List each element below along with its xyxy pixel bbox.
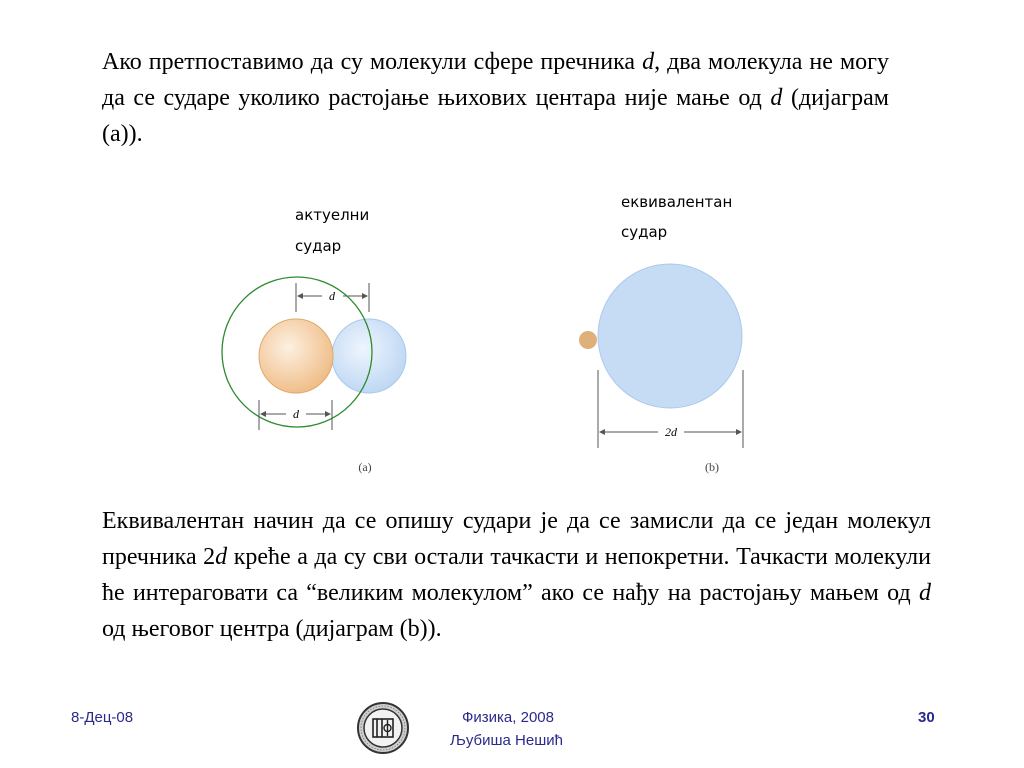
point-molecule [579,331,597,349]
arrow-head [362,293,368,299]
arrow-head [599,429,605,435]
arrow-head [297,293,303,299]
label-actual-line2: судар [295,237,342,255]
symbol-d: d [919,580,931,606]
dim-label-d-bottom: d [293,407,299,421]
label-equivalent-line1: еквивалентан [621,193,733,211]
caption-b: (b) [705,460,719,474]
symbol-d: d [642,49,655,75]
arrow-head [736,429,742,435]
explanation-paragraph: Еквивалентан начин да се опишу судари је да се замисли да се један молекул пречника 2d креће а да су сви остали тачкасти и непокретни. Тачкасти молекули ће интераговати са “великим молекулом” ако се нађу на растојању мањем од d од његовог центра (дијаграм (b)). [102,508,931,642]
collision-diagram [200,180,770,485]
caption-a: (a) [358,460,372,474]
symbol-d: d [215,544,228,570]
footer-course: Физика, 2008 [462,709,554,726]
arrow-head [325,411,331,417]
dim-label-2d: 2d [665,425,677,439]
symbol-d: d [770,85,783,111]
page-number: 30 [918,709,935,726]
dim-label-d-top: d [329,289,335,303]
orange-molecule [259,319,333,393]
footer-author: Љубиша Нешић [450,732,563,749]
label-actual-line1: актуелни [295,206,370,224]
footer-date: 8-Дец-08 [71,709,134,726]
intro-paragraph: Ако претпоставимо да су молекули сфере пречника d, два молекула не могу да се сударе уколико растојање њихових центара није мање од d (дијаграм (а)). [102,49,889,147]
label-equivalent-line2: судар [621,223,668,241]
arrow-head [260,411,266,417]
university-logo-icon [356,701,410,755]
large-molecule [598,264,742,408]
